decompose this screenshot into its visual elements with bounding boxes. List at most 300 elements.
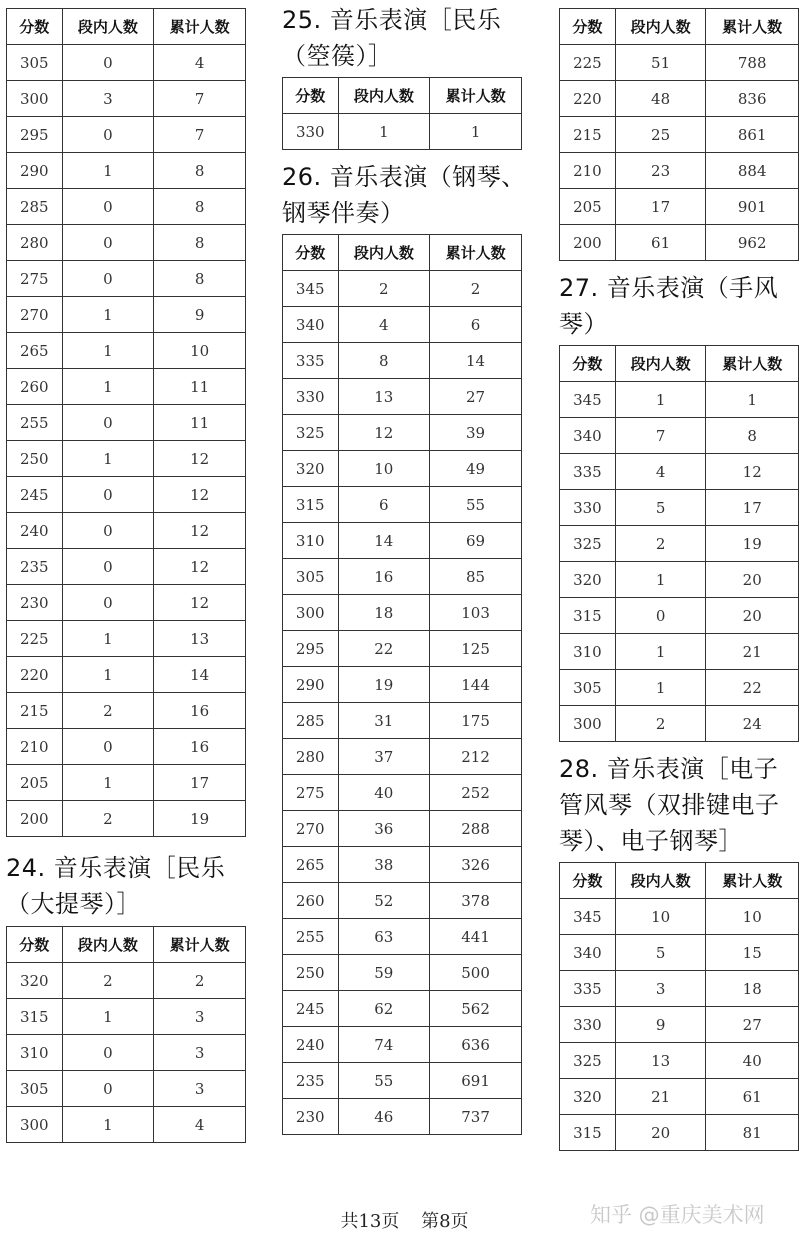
table-row bbox=[7, 999, 246, 1035]
cell-cumulative-count: 12 bbox=[154, 585, 246, 621]
cell-cumulative-count: 1 bbox=[430, 114, 522, 150]
header-segment-count: 段内人数 bbox=[615, 346, 706, 382]
cell-score: 290 bbox=[7, 153, 63, 189]
score-table bbox=[559, 8, 799, 261]
section-28-title-line-3: 琴）、电子钢琴］ bbox=[559, 827, 743, 855]
table-row bbox=[283, 1027, 522, 1063]
cell-score: 300 bbox=[7, 81, 63, 117]
table-row bbox=[7, 405, 246, 441]
section-25-title-line-1: 25. 音乐表演［民乐 bbox=[282, 6, 502, 34]
cell-score: 205 bbox=[7, 765, 63, 801]
table-header-row bbox=[560, 346, 799, 382]
cell-score: 220 bbox=[560, 81, 616, 117]
cell-score: 215 bbox=[560, 117, 616, 153]
cell-cumulative-count: 12 bbox=[154, 441, 246, 477]
table-section-28 bbox=[559, 862, 799, 1151]
cell-segment-count: 61 bbox=[615, 225, 706, 261]
cell-segment-count: 1 bbox=[615, 562, 706, 598]
cell-cumulative-count: 39 bbox=[430, 415, 522, 451]
table-row bbox=[560, 418, 799, 454]
cell-segment-count: 23 bbox=[615, 153, 706, 189]
section-27-title bbox=[559, 270, 799, 342]
table-row bbox=[283, 379, 522, 415]
cell-score: 325 bbox=[283, 415, 339, 451]
table-row bbox=[7, 333, 246, 369]
cell-segment-count: 1 bbox=[62, 333, 154, 369]
table-row bbox=[560, 45, 799, 81]
section-26-title-line-2: 钢琴伴奏） bbox=[282, 199, 405, 227]
cell-cumulative-count: 103 bbox=[430, 595, 522, 631]
cell-score: 245 bbox=[7, 477, 63, 513]
table-row bbox=[560, 706, 799, 742]
cell-score: 320 bbox=[283, 451, 339, 487]
cell-score: 345 bbox=[560, 899, 616, 935]
cell-score: 330 bbox=[560, 1007, 616, 1043]
cell-score: 335 bbox=[560, 454, 616, 490]
table-row bbox=[283, 114, 522, 150]
header-cumulative-count: 累计人数 bbox=[430, 78, 522, 114]
cell-segment-count: 1 bbox=[62, 999, 154, 1035]
table-section-26 bbox=[282, 234, 522, 1135]
section-27-title-line-2: 琴） bbox=[559, 310, 608, 338]
cell-score: 345 bbox=[283, 271, 339, 307]
table-row bbox=[560, 225, 799, 261]
cell-cumulative-count: 144 bbox=[430, 667, 522, 703]
cell-segment-count: 37 bbox=[338, 739, 430, 775]
table-row bbox=[560, 526, 799, 562]
cell-score: 230 bbox=[283, 1099, 339, 1135]
header-score: 分数 bbox=[7, 927, 63, 963]
cell-score: 280 bbox=[283, 739, 339, 775]
table-row bbox=[560, 1079, 799, 1115]
table-row bbox=[7, 477, 246, 513]
cell-score: 315 bbox=[283, 487, 339, 523]
score-table bbox=[6, 8, 246, 837]
cell-score: 255 bbox=[283, 919, 339, 955]
table-row bbox=[560, 153, 799, 189]
cell-cumulative-count: 4 bbox=[154, 1107, 246, 1143]
table-row bbox=[283, 775, 522, 811]
cell-score: 290 bbox=[283, 667, 339, 703]
cell-cumulative-count: 27 bbox=[706, 1007, 799, 1043]
cell-cumulative-count: 7 bbox=[154, 117, 246, 153]
cell-cumulative-count: 288 bbox=[430, 811, 522, 847]
section-28-title bbox=[559, 751, 799, 859]
cell-score: 225 bbox=[7, 621, 63, 657]
table-row bbox=[283, 415, 522, 451]
cell-score: 295 bbox=[7, 117, 63, 153]
table-row bbox=[7, 765, 246, 801]
cell-segment-count: 14 bbox=[338, 523, 430, 559]
cell-score: 210 bbox=[560, 153, 616, 189]
table-header-row bbox=[283, 78, 522, 114]
header-segment-count: 段内人数 bbox=[338, 78, 430, 114]
table-row bbox=[7, 963, 246, 999]
table-row bbox=[7, 513, 246, 549]
table-row bbox=[560, 971, 799, 1007]
table-row bbox=[283, 667, 522, 703]
cell-segment-count: 0 bbox=[62, 1035, 154, 1071]
cell-segment-count: 1 bbox=[615, 382, 706, 418]
cell-score: 265 bbox=[283, 847, 339, 883]
table-row bbox=[283, 919, 522, 955]
cell-score: 325 bbox=[560, 526, 616, 562]
cell-segment-count: 5 bbox=[615, 935, 706, 971]
score-table bbox=[6, 926, 246, 1143]
cell-score: 215 bbox=[7, 693, 63, 729]
cell-segment-count: 2 bbox=[338, 271, 430, 307]
header-cumulative-count: 累计人数 bbox=[154, 927, 246, 963]
table-section-24 bbox=[6, 926, 246, 1143]
cell-score: 320 bbox=[560, 1079, 616, 1115]
cell-segment-count: 4 bbox=[338, 307, 430, 343]
cell-segment-count: 19 bbox=[338, 667, 430, 703]
cell-score: 310 bbox=[560, 634, 616, 670]
cell-cumulative-count: 12 bbox=[154, 513, 246, 549]
table-row bbox=[283, 883, 522, 919]
cell-segment-count: 0 bbox=[62, 261, 154, 297]
header-cumulative-count: 累计人数 bbox=[706, 346, 799, 382]
table-header-row bbox=[283, 235, 522, 271]
cell-cumulative-count: 8 bbox=[154, 153, 246, 189]
table-row bbox=[283, 307, 522, 343]
cell-score: 230 bbox=[7, 585, 63, 621]
cell-segment-count: 2 bbox=[615, 526, 706, 562]
cell-segment-count: 59 bbox=[338, 955, 430, 991]
score-table bbox=[559, 862, 799, 1151]
cell-score: 275 bbox=[283, 775, 339, 811]
cell-cumulative-count: 2 bbox=[430, 271, 522, 307]
cell-segment-count: 2 bbox=[615, 706, 706, 742]
table-header-row bbox=[560, 9, 799, 45]
cell-cumulative-count: 252 bbox=[430, 775, 522, 811]
cell-score: 300 bbox=[7, 1107, 63, 1143]
cell-segment-count: 8 bbox=[338, 343, 430, 379]
cell-score: 255 bbox=[7, 405, 63, 441]
cell-cumulative-count: 9 bbox=[154, 297, 246, 333]
cell-score: 205 bbox=[560, 189, 616, 225]
cell-segment-count: 1 bbox=[62, 621, 154, 657]
table-row bbox=[283, 451, 522, 487]
cell-cumulative-count: 10 bbox=[706, 899, 799, 935]
table-row bbox=[560, 454, 799, 490]
cell-cumulative-count: 10 bbox=[154, 333, 246, 369]
score-table bbox=[559, 345, 799, 742]
cell-segment-count: 3 bbox=[615, 971, 706, 1007]
cell-cumulative-count: 500 bbox=[430, 955, 522, 991]
cell-segment-count: 63 bbox=[338, 919, 430, 955]
cell-cumulative-count: 691 bbox=[430, 1063, 522, 1099]
cell-segment-count: 0 bbox=[62, 585, 154, 621]
cell-cumulative-count: 15 bbox=[706, 935, 799, 971]
cell-segment-count: 10 bbox=[338, 451, 430, 487]
cell-score: 335 bbox=[283, 343, 339, 379]
cell-segment-count: 1 bbox=[615, 634, 706, 670]
section-24-title-line-2: （大提琴）］ bbox=[6, 890, 141, 918]
cell-score: 340 bbox=[560, 935, 616, 971]
table-row bbox=[283, 343, 522, 379]
table-continued-26 bbox=[559, 8, 799, 261]
cell-segment-count: 31 bbox=[338, 703, 430, 739]
cell-cumulative-count: 8 bbox=[154, 189, 246, 225]
header-segment-count: 段内人数 bbox=[62, 927, 154, 963]
header-score: 分数 bbox=[283, 78, 339, 114]
cell-cumulative-count: 3 bbox=[154, 1071, 246, 1107]
cell-segment-count: 2 bbox=[62, 801, 154, 837]
header-cumulative-count: 累计人数 bbox=[154, 9, 246, 45]
cell-segment-count: 13 bbox=[338, 379, 430, 415]
cell-cumulative-count: 49 bbox=[430, 451, 522, 487]
cell-cumulative-count: 7 bbox=[154, 81, 246, 117]
table-row bbox=[560, 81, 799, 117]
table-row bbox=[560, 670, 799, 706]
cell-segment-count: 21 bbox=[615, 1079, 706, 1115]
table-row bbox=[283, 739, 522, 775]
table-row bbox=[7, 801, 246, 837]
cell-cumulative-count: 19 bbox=[706, 526, 799, 562]
cell-score: 280 bbox=[7, 225, 63, 261]
cell-segment-count: 36 bbox=[338, 811, 430, 847]
cell-cumulative-count: 16 bbox=[154, 693, 246, 729]
score-table bbox=[282, 234, 522, 1135]
table-row bbox=[7, 297, 246, 333]
cell-cumulative-count: 40 bbox=[706, 1043, 799, 1079]
cell-score: 200 bbox=[560, 225, 616, 261]
cell-cumulative-count: 962 bbox=[706, 225, 799, 261]
cell-segment-count: 62 bbox=[338, 991, 430, 1027]
cell-score: 340 bbox=[560, 418, 616, 454]
cell-segment-count: 1 bbox=[62, 441, 154, 477]
cell-cumulative-count: 884 bbox=[706, 153, 799, 189]
table-header-row bbox=[7, 927, 246, 963]
header-segment-count: 段内人数 bbox=[338, 235, 430, 271]
cell-score: 260 bbox=[7, 369, 63, 405]
cell-cumulative-count: 6 bbox=[430, 307, 522, 343]
cell-segment-count: 25 bbox=[615, 117, 706, 153]
header-segment-count: 段内人数 bbox=[615, 863, 706, 899]
table-row bbox=[560, 634, 799, 670]
cell-cumulative-count: 8 bbox=[154, 261, 246, 297]
table-row bbox=[7, 1071, 246, 1107]
table-row bbox=[7, 621, 246, 657]
header-score: 分数 bbox=[560, 863, 616, 899]
cell-segment-count: 1 bbox=[62, 657, 154, 693]
cell-cumulative-count: 8 bbox=[706, 418, 799, 454]
table-row bbox=[560, 562, 799, 598]
table-row bbox=[283, 271, 522, 307]
table-row bbox=[560, 490, 799, 526]
cell-cumulative-count: 17 bbox=[706, 490, 799, 526]
cell-cumulative-count: 11 bbox=[154, 369, 246, 405]
table-row bbox=[560, 899, 799, 935]
table-row bbox=[283, 955, 522, 991]
table-row bbox=[7, 81, 246, 117]
cell-segment-count: 1 bbox=[62, 297, 154, 333]
cell-score: 320 bbox=[560, 562, 616, 598]
cell-segment-count: 13 bbox=[615, 1043, 706, 1079]
cell-score: 315 bbox=[7, 999, 63, 1035]
cell-score: 260 bbox=[283, 883, 339, 919]
cell-cumulative-count: 326 bbox=[430, 847, 522, 883]
column-1 bbox=[6, 8, 246, 1143]
cell-score: 310 bbox=[7, 1035, 63, 1071]
section-24-title-line-1: 24. 音乐表演［民乐 bbox=[6, 854, 226, 882]
cell-cumulative-count: 81 bbox=[706, 1115, 799, 1151]
header-score: 分数 bbox=[560, 346, 616, 382]
cell-score: 275 bbox=[7, 261, 63, 297]
table-row bbox=[7, 441, 246, 477]
cell-cumulative-count: 18 bbox=[706, 971, 799, 1007]
table-row bbox=[283, 847, 522, 883]
cell-segment-count: 1 bbox=[615, 670, 706, 706]
section-28-title-line-1: 28. 音乐表演［电子 bbox=[559, 755, 779, 783]
cell-score: 345 bbox=[560, 382, 616, 418]
watermark: 知乎 @重庆美术网 bbox=[590, 1203, 765, 1227]
cell-score: 285 bbox=[283, 703, 339, 739]
cell-segment-count: 0 bbox=[62, 45, 154, 81]
section-27-title-line-1: 27. 音乐表演（手风 bbox=[559, 274, 779, 302]
cell-segment-count: 1 bbox=[338, 114, 430, 150]
cell-score: 270 bbox=[7, 297, 63, 333]
cell-score: 305 bbox=[560, 670, 616, 706]
cell-score: 320 bbox=[7, 963, 63, 999]
cell-cumulative-count: 636 bbox=[430, 1027, 522, 1063]
cell-segment-count: 20 bbox=[615, 1115, 706, 1151]
cell-segment-count: 0 bbox=[62, 117, 154, 153]
cell-score: 245 bbox=[283, 991, 339, 1027]
cell-segment-count: 12 bbox=[338, 415, 430, 451]
cell-segment-count: 1 bbox=[62, 369, 154, 405]
table-row bbox=[7, 1035, 246, 1071]
section-26-title-line-1: 26. 音乐表演（钢琴、 bbox=[282, 163, 526, 191]
header-segment-count: 段内人数 bbox=[62, 9, 154, 45]
cell-cumulative-count: 27 bbox=[430, 379, 522, 415]
table-row bbox=[560, 189, 799, 225]
table-row bbox=[283, 631, 522, 667]
cell-cumulative-count: 17 bbox=[154, 765, 246, 801]
cell-cumulative-count: 19 bbox=[154, 801, 246, 837]
table-row bbox=[560, 382, 799, 418]
cell-segment-count: 16 bbox=[338, 559, 430, 595]
cell-cumulative-count: 55 bbox=[430, 487, 522, 523]
table-row bbox=[7, 153, 246, 189]
cell-cumulative-count: 21 bbox=[706, 634, 799, 670]
table-row bbox=[560, 117, 799, 153]
cell-cumulative-count: 22 bbox=[706, 670, 799, 706]
cell-cumulative-count: 20 bbox=[706, 562, 799, 598]
section-24-title bbox=[6, 850, 246, 922]
cell-score: 235 bbox=[283, 1063, 339, 1099]
table-row bbox=[283, 559, 522, 595]
table-row bbox=[560, 935, 799, 971]
table-row bbox=[7, 585, 246, 621]
cell-segment-count: 0 bbox=[62, 225, 154, 261]
cell-cumulative-count: 788 bbox=[706, 45, 799, 81]
cell-score: 305 bbox=[7, 45, 63, 81]
table-row bbox=[283, 811, 522, 847]
cell-score: 285 bbox=[7, 189, 63, 225]
table-row bbox=[7, 189, 246, 225]
table-row bbox=[7, 549, 246, 585]
cell-cumulative-count: 12 bbox=[154, 549, 246, 585]
header-cumulative-count: 累计人数 bbox=[430, 235, 522, 271]
cell-score: 330 bbox=[283, 379, 339, 415]
table-row bbox=[7, 117, 246, 153]
cell-cumulative-count: 737 bbox=[430, 1099, 522, 1135]
cell-score: 315 bbox=[560, 1115, 616, 1151]
cell-score: 305 bbox=[7, 1071, 63, 1107]
header-score: 分数 bbox=[560, 9, 616, 45]
cell-cumulative-count: 4 bbox=[154, 45, 246, 81]
table-header-row bbox=[560, 863, 799, 899]
table-row bbox=[7, 1107, 246, 1143]
column-3 bbox=[559, 8, 799, 1151]
table-row bbox=[7, 225, 246, 261]
cell-cumulative-count: 24 bbox=[706, 706, 799, 742]
cell-segment-count: 0 bbox=[615, 598, 706, 634]
table-row bbox=[283, 703, 522, 739]
cell-cumulative-count: 3 bbox=[154, 1035, 246, 1071]
cell-score: 335 bbox=[560, 971, 616, 1007]
table-row bbox=[7, 45, 246, 81]
cell-score: 250 bbox=[7, 441, 63, 477]
cell-score: 300 bbox=[283, 595, 339, 631]
cell-score: 295 bbox=[283, 631, 339, 667]
cell-cumulative-count: 562 bbox=[430, 991, 522, 1027]
cell-score: 330 bbox=[283, 114, 339, 150]
cell-segment-count: 0 bbox=[62, 513, 154, 549]
table-row bbox=[560, 1043, 799, 1079]
table-header-row bbox=[7, 9, 246, 45]
table-row bbox=[560, 1007, 799, 1043]
cell-cumulative-count: 14 bbox=[154, 657, 246, 693]
cell-segment-count: 1 bbox=[62, 153, 154, 189]
page-total: 共13页 bbox=[340, 1211, 400, 1232]
cell-segment-count: 2 bbox=[62, 693, 154, 729]
cell-segment-count: 5 bbox=[615, 490, 706, 526]
cell-score: 240 bbox=[283, 1027, 339, 1063]
header-cumulative-count: 累计人数 bbox=[706, 9, 799, 45]
table-row bbox=[560, 1115, 799, 1151]
column-2 bbox=[282, 2, 526, 1135]
cell-cumulative-count: 11 bbox=[154, 405, 246, 441]
table-section-25 bbox=[282, 77, 522, 150]
cell-cumulative-count: 836 bbox=[706, 81, 799, 117]
cell-segment-count: 1 bbox=[62, 765, 154, 801]
table-row bbox=[283, 991, 522, 1027]
section-26-title bbox=[282, 159, 526, 231]
cell-segment-count: 9 bbox=[615, 1007, 706, 1043]
section-28-title-line-2: 管风琴（双排键电子 bbox=[559, 791, 780, 819]
cell-score: 305 bbox=[283, 559, 339, 595]
cell-segment-count: 0 bbox=[62, 1071, 154, 1107]
table-section-27 bbox=[559, 345, 799, 742]
cell-cumulative-count: 12 bbox=[154, 477, 246, 513]
table-row bbox=[283, 595, 522, 631]
cell-segment-count: 74 bbox=[338, 1027, 430, 1063]
cell-cumulative-count: 13 bbox=[154, 621, 246, 657]
cell-segment-count: 55 bbox=[338, 1063, 430, 1099]
cell-segment-count: 0 bbox=[62, 477, 154, 513]
cell-segment-count: 2 bbox=[62, 963, 154, 999]
cell-segment-count: 6 bbox=[338, 487, 430, 523]
cell-segment-count: 46 bbox=[338, 1099, 430, 1135]
cell-score: 220 bbox=[7, 657, 63, 693]
cell-score: 200 bbox=[7, 801, 63, 837]
cell-score: 340 bbox=[283, 307, 339, 343]
cell-cumulative-count: 14 bbox=[430, 343, 522, 379]
cell-cumulative-count: 85 bbox=[430, 559, 522, 595]
